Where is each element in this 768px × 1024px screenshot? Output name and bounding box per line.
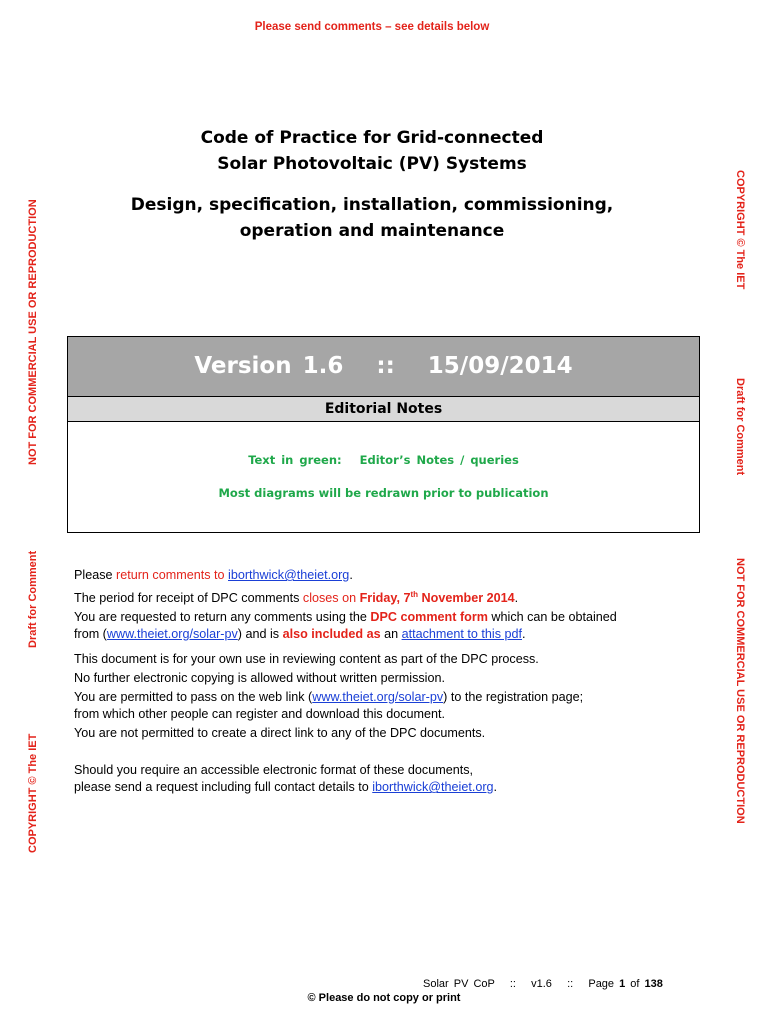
dpc-instructions xyxy=(74,567,704,796)
footer-page-number: 1 xyxy=(619,978,626,990)
side-label-right-draft: Draft for Comment xyxy=(734,378,746,476)
subtitle-line-1: Design, specification, installation, commissioning, xyxy=(130,195,614,215)
footer-doc-info: Solar PV CoP :: v1.6 :: Page xyxy=(423,978,615,990)
title-line-2: Solar Photovoltaic (PV) Systems xyxy=(217,154,527,174)
side-label-left-draft: Draft for Comment xyxy=(27,550,39,648)
title-block xyxy=(0,125,744,244)
footer-page-total: 138 xyxy=(644,978,663,990)
register-download-line: from which other people can register and download this document. xyxy=(74,707,446,722)
editorial-notes-heading: Editorial Notes xyxy=(68,397,699,422)
version-heading: Version 1.6 :: 15/09/2014 xyxy=(68,337,699,397)
attachment-link[interactable]: attachment to this pdf xyxy=(401,627,523,642)
accessible-request-line: please send a request including full contact details to iborthwick@theiet.org. xyxy=(74,780,498,795)
copy-notice: © Please do not copy or print xyxy=(307,992,461,1004)
solar-pv-link[interactable]: www.theiet.org/solar-pv xyxy=(106,627,238,642)
side-label-right-copyright: COPYRIGHT © The IET xyxy=(734,170,746,290)
registration-link[interactable]: www.theiet.org/solar-pv xyxy=(312,690,444,705)
editorial-note-diagrams: Most diagrams will be redrawn prior to publication xyxy=(218,486,549,500)
accessible-format-line: Should you require an accessible electronic format of these documents, xyxy=(74,763,474,778)
own-use-line: This document is for your own use in reviewing content as part of the DPC process. xyxy=(74,652,539,667)
page-footer xyxy=(423,978,663,990)
comment-form-line: You are requested to return any comments using the DPC comment form which can be obtained xyxy=(74,610,617,625)
editorial-note-green-text: Text in green: Editor’s Notes / queries xyxy=(248,453,519,467)
closing-date-line: The period for receipt of DPC comments closes on Friday, 7th November 2014. xyxy=(74,590,519,606)
return-comments-line: Please return comments to iborthwick@theiet.org. xyxy=(74,568,353,582)
web-link-line: You are permitted to pass on the web link (www.theiet.org/solar-pv) to the registration page; xyxy=(74,690,584,705)
side-label-right-not-commercial: NOT FOR COMMERCIAL USE OR REPRODUCTION xyxy=(734,558,746,824)
side-label-left-not-commercial: NOT FOR COMMERCIAL USE OR REPRODUCTION xyxy=(27,199,39,465)
editorial-notes xyxy=(68,453,699,500)
no-direct-link-line: You are not permitted to create a direct link to any of the DPC documents. xyxy=(74,726,486,741)
side-label-left-copyright: COPYRIGHT © The IET xyxy=(27,733,39,853)
email-link[interactable]: iborthwick@theiet.org xyxy=(228,568,350,582)
title-line-1: Code of Practice for Grid-connected xyxy=(200,128,544,148)
no-copying-line: No further electronic copying is allowed without written permission. xyxy=(74,671,445,686)
version-box xyxy=(67,336,700,533)
accessible-email-link[interactable]: iborthwick@theiet.org xyxy=(372,780,494,795)
subtitle-line-2: operation and maintenance xyxy=(239,221,505,241)
comment-form-line-2: from (www.theiet.org/solar-pv) and is also included as an attachment to this pdf. xyxy=(74,627,526,642)
footer-of: of xyxy=(630,978,640,990)
top-notice: Please send comments – see details below xyxy=(254,21,490,33)
